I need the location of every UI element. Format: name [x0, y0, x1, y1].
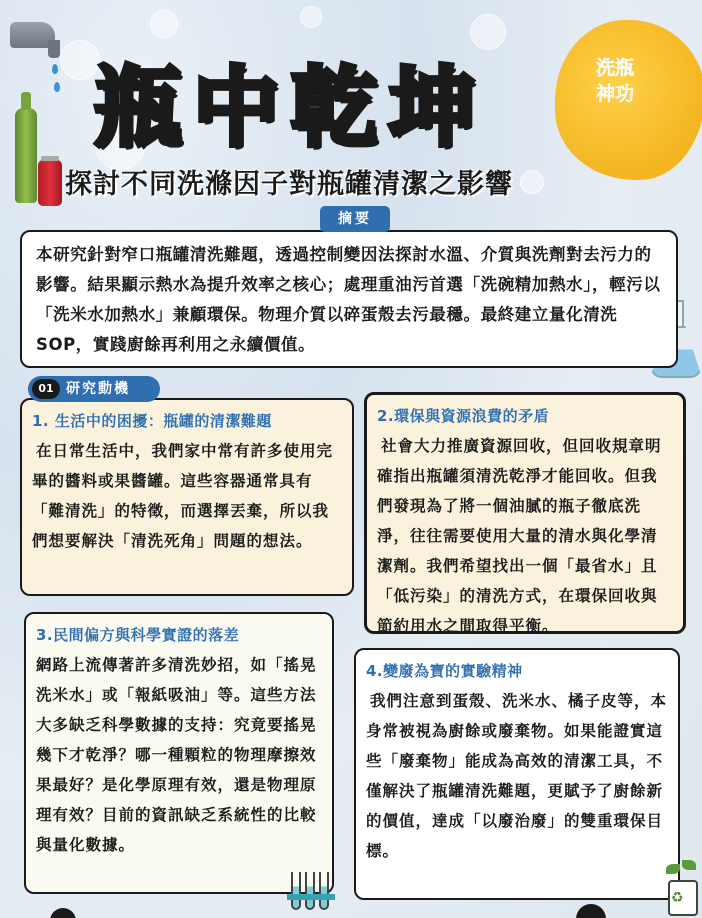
card-heading: 1. 生活中的困擾：瓶罐的清潔難題 — [32, 412, 272, 430]
title-block — [95, 38, 595, 158]
abstract-text: 本研究針對窄口瓶罐清洗難題，透過控制變因法探討水溫、介質與洗劑對去污力的影響。結果顯示熱水為提升效率之核心；處理重油污首選「洗碗精加熱水」，輕污以「洗米水加熱水」兼顧環保。物理介質以碎蛋殼去污最穩。最終建立量化清洗SOP，實踐廚餘再利用之永續價值。 — [36, 245, 661, 354]
decorative-dot — [576, 904, 606, 918]
decorative-dot — [50, 908, 76, 918]
section-title: 研究動機 — [66, 381, 130, 397]
motivation-card-2 — [364, 392, 686, 634]
motivation-card-4 — [354, 648, 680, 900]
bubble-decoration — [60, 40, 100, 80]
card-body: 網路上流傳著許多清洗妙招，如「搖晃洗米水」或「報紙吸油」等。這些方法大多缺乏科學數據的支持：究竟要搖晃幾下才乾淨？哪一種顆粒的物理摩擦效果最好？是化學原理有效，還是物理原理有效？目前的資訊缺乏系統性的比較與量化數據。 — [36, 656, 317, 854]
abstract-box — [20, 230, 678, 368]
motivation-card-3 — [24, 612, 334, 894]
page-title: 瓶中乾坤 — [95, 58, 487, 158]
bubble-decoration — [150, 10, 178, 38]
bubble-decoration — [300, 6, 322, 28]
bottle-icon — [15, 108, 37, 203]
card-heading: 2.環保與資源浪費的矛盾 — [377, 407, 550, 425]
water-drop-icon — [54, 82, 60, 92]
card-body: 在日常生活中，我們家中常有許多使用完畢的醬料或果醬罐。這些容器通常具有「難清洗」的特徵，而選擇丟棄，所以我們想要解決「清洗死角」問題的想法。 — [32, 442, 334, 550]
section-label — [28, 376, 160, 402]
motivation-card-1 — [20, 398, 354, 596]
plant-pot-icon: ♻ — [662, 860, 702, 918]
card-heading: 3.民間偏方與科學實證的落差 — [36, 626, 240, 644]
test-tubes-icon — [287, 866, 335, 910]
badge-line-2: 神功 — [595, 83, 634, 105]
abstract-label: 摘要 — [320, 206, 390, 232]
card-heading: 4.變廢為寶的實驗精神 — [366, 662, 523, 680]
faucet-icon — [10, 22, 55, 48]
section-number: 01 — [32, 379, 60, 399]
card-body: 我們注意到蛋殼、洗米水、橘子皮等，本身常被視為廚餘或廢棄物。如果能證實這些「廢棄物」能成為高效的清潔工具，不僅解決了瓶罐清洗難題，更賦予了廚餘新的價值，達成「以廢治廢」的雙重環保目標。 — [366, 692, 668, 860]
card-body: 社會大力推廣資源回收，但回收規章明確指出瓶罐須清洗乾淨才能回收。但我們發現為了將一個油膩的瓶子徹底洗淨，往往需要使用大量的清水與化學清潔劑。我們希望找出一個「最省水」且「低污染」的清洗方式，在環保回收與節約用水之間取得平衡。 — [377, 437, 662, 635]
badge-line-1: 洗瓶 — [595, 57, 634, 79]
water-drop-icon — [52, 64, 58, 74]
can-icon — [38, 160, 62, 206]
page-subtitle: 探討不同洗滌因子對瓶罐清潔之影響 — [65, 169, 513, 200]
